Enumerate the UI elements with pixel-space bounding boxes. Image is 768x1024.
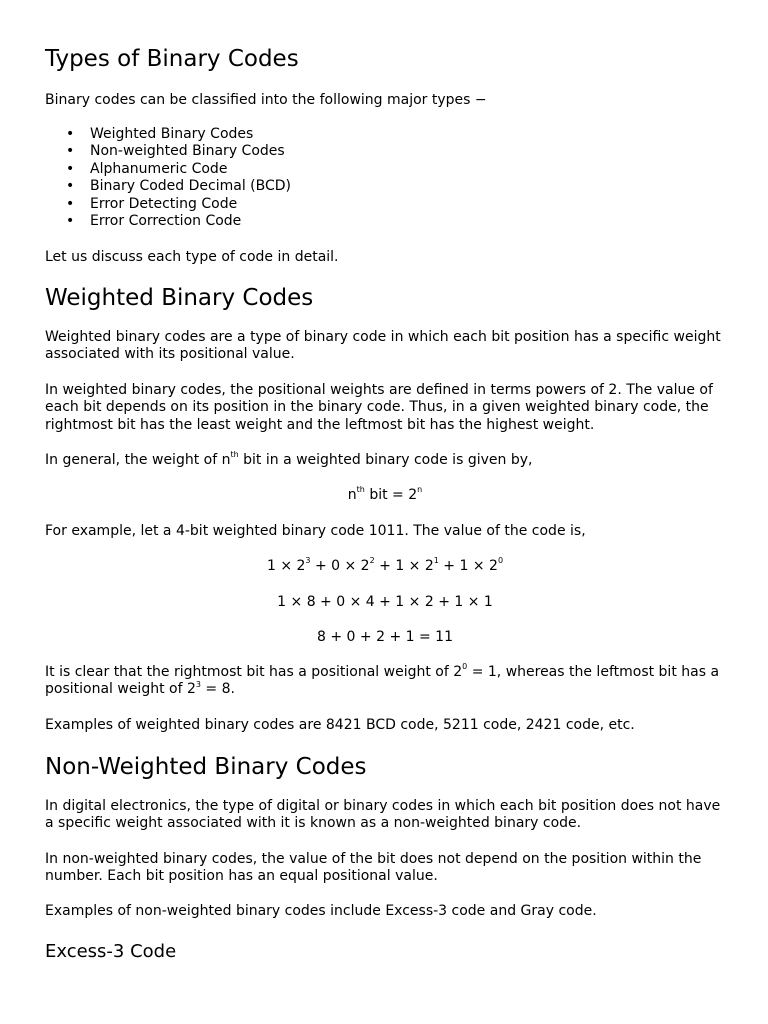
bullet-icon: •: [66, 143, 75, 160]
list-item: • Non-weighted Binary Codes: [66, 143, 285, 160]
weighted-paragraph-4: For example, let a 4-bit weighted binary code 1011. The value of the code is,: [45, 523, 586, 539]
bullet-icon: •: [66, 195, 75, 212]
weighted-paragraph-6: Examples of weighted binary codes are 8421 BCD code, 5211 code, 2421 code, etc.: [45, 717, 635, 733]
types-intro: Binary codes can be classified into the following major types −: [45, 92, 487, 108]
list-item: • Alphanumeric Code: [66, 160, 228, 177]
bullet-icon: •: [66, 178, 75, 195]
weighted-paragraph-3: In general, the weight of $n^{th}$ bit in a weighted binary code is given by,: [45, 450, 533, 468]
formula-nth-bit: $n^{th}$ bit = $2^n$: [347, 485, 423, 503]
equation-2: 1 × 8 + 0 × 4 + 1 × 2 + 1 × 1: [277, 594, 493, 610]
heading-types-of-binary-codes: Types of Binary Codes: [45, 46, 299, 72]
heading-excess-3-code: Excess-3 Code: [45, 941, 177, 962]
list-item: • Binary Coded Decimal (BCD): [66, 178, 291, 195]
types-outro: Let us discuss each type of code in detail.: [45, 249, 339, 265]
nonweighted-paragraph-2: In non-weighted binary codes, the value of the bit does not depend on the position within the number. Each bit position has an equal positional value.: [45, 851, 702, 885]
list-item: • Weighted Binary Codes: [66, 126, 254, 142]
types-list: [45, 126, 291, 230]
list-item: • Error Correction Code: [66, 213, 242, 230]
heading-non-weighted-binary-codes: Non-Weighted Binary Codes: [45, 754, 367, 780]
weighted-paragraph-5: It is clear that the rightmost bit has a positional weight of $2^0 = 1$, whereas the leftmost bit has a positional weight of $2^3 = 8$.: [45, 662, 720, 698]
list-item: • Error Detecting Code: [66, 195, 238, 212]
heading-weighted-binary-codes: Weighted Binary Codes: [45, 285, 314, 311]
bullet-icon: •: [66, 160, 75, 177]
equation-1: $1 \times 2^3 + 0 \times 2^2 + 1 \times 2^1 + 1 \times 2^0$: [266, 556, 504, 574]
nonweighted-paragraph-3: Examples of non-weighted binary codes include Excess-3 code and Gray code.: [45, 903, 597, 919]
weighted-paragraph-1: Weighted binary codes are a type of binary code in which each bit position has a specific weight associated with its positional value.: [45, 329, 721, 363]
equation-3: 8 + 0 + 2 + 1 = 11: [317, 629, 453, 645]
bullet-icon: •: [66, 126, 75, 142]
bullet-icon: •: [66, 213, 75, 230]
weighted-paragraph-2: In weighted binary codes, the positional weights are defined in terms powers of 2. The value of each bit depends on its position in the binary code. Thus, in a given weighted binary code, the rightmost bit has the least weight and the leftmost bit has the highest weight.: [45, 382, 713, 433]
nonweighted-paragraph-1: In digital electronics, the type of digital or binary codes in which each bit position does not have a specific weight associated with it is known as a non-weighted binary code.: [45, 798, 721, 832]
